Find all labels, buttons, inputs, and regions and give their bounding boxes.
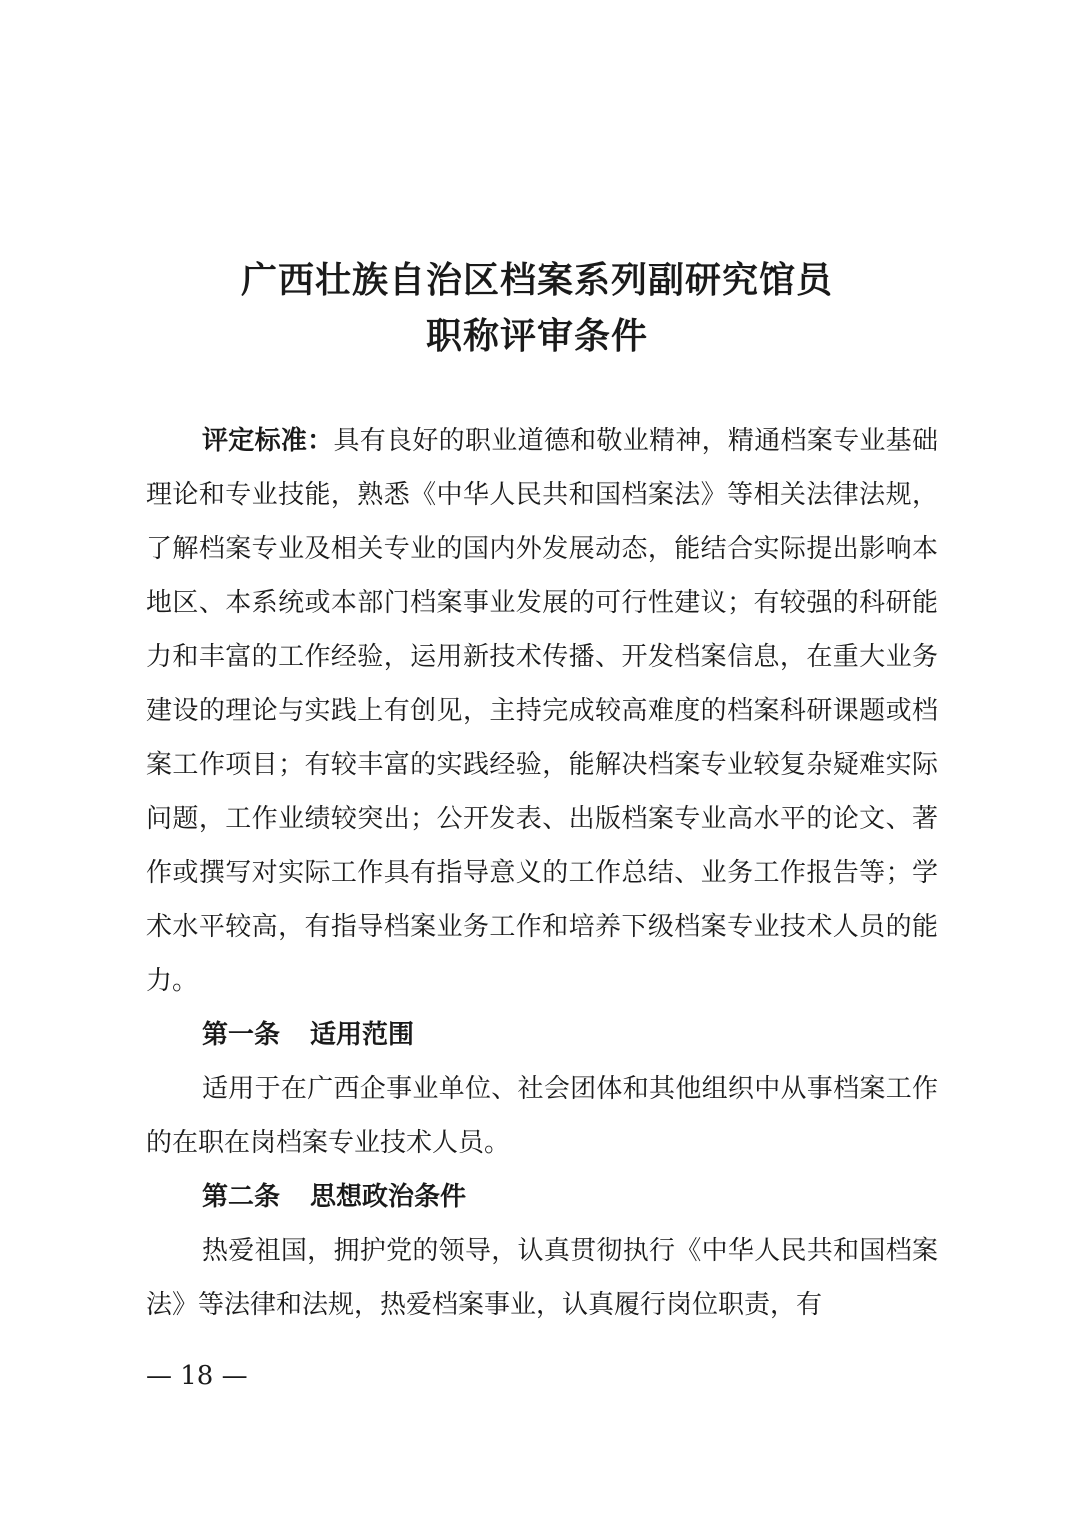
article-2-heading xyxy=(202,1170,466,1224)
article-1-paragraph: 适用于在广西企事业单位、社会团体和其他组织中从事档案工作的在职在岗档案专业技术人员。 xyxy=(146,1074,938,1158)
evaluation-standard-paragraph xyxy=(146,414,938,1008)
document-title-line-2: 职称评审条件 xyxy=(425,316,648,357)
article-2-paragraph: 热爱祖国，拥护党的领导，认真贯彻执行《中华人民共和国档案法》等法律和法规，热爱档案事业，认真履行岗位职责，有 xyxy=(146,1236,938,1320)
article-1-number: 第一条 xyxy=(202,1020,281,1050)
evaluation-standard-text: 具有良好的职业道德和敬业精神，精通档案专业基础理论和专业技能，熟悉《中华人民共和国档案法》等相关法律法规，了解档案专业及相关专业的国内外发展动态，能结合实际提出影响本地区、本系统或本部门档案事业发展的可行性建议；有较强的科研能力和丰富的工作经验，运用新技术传播、开发档案信息，在重大业务建设的理论与实践上有创见，主持完成较高难度的档案科研课题或档案工作项目；有较丰富的实践经验，能解决档案专业较复杂疑难实际问题，工作业绩较突出；公开发表、出版档案专业高水平的论文、著作或撰写对实际工作具有指导意义的工作总结、业务工作报告等；学术水平较高，有指导档案业务工作和培养下级档案专业技术人员的能力。 xyxy=(146,426,938,996)
article-1-heading xyxy=(202,1008,414,1062)
article-2-number: 第二条 xyxy=(202,1182,281,1212)
page-number: — 18 — xyxy=(146,1361,248,1391)
evaluation-standard-label: 评定标准： xyxy=(202,426,334,456)
article-2-title: 思想政治条件 xyxy=(310,1182,467,1212)
document-title-line-1: 广西壮族自治区档案系列副研究馆员 xyxy=(240,260,833,301)
article-1-title: 适用范围 xyxy=(310,1020,415,1050)
